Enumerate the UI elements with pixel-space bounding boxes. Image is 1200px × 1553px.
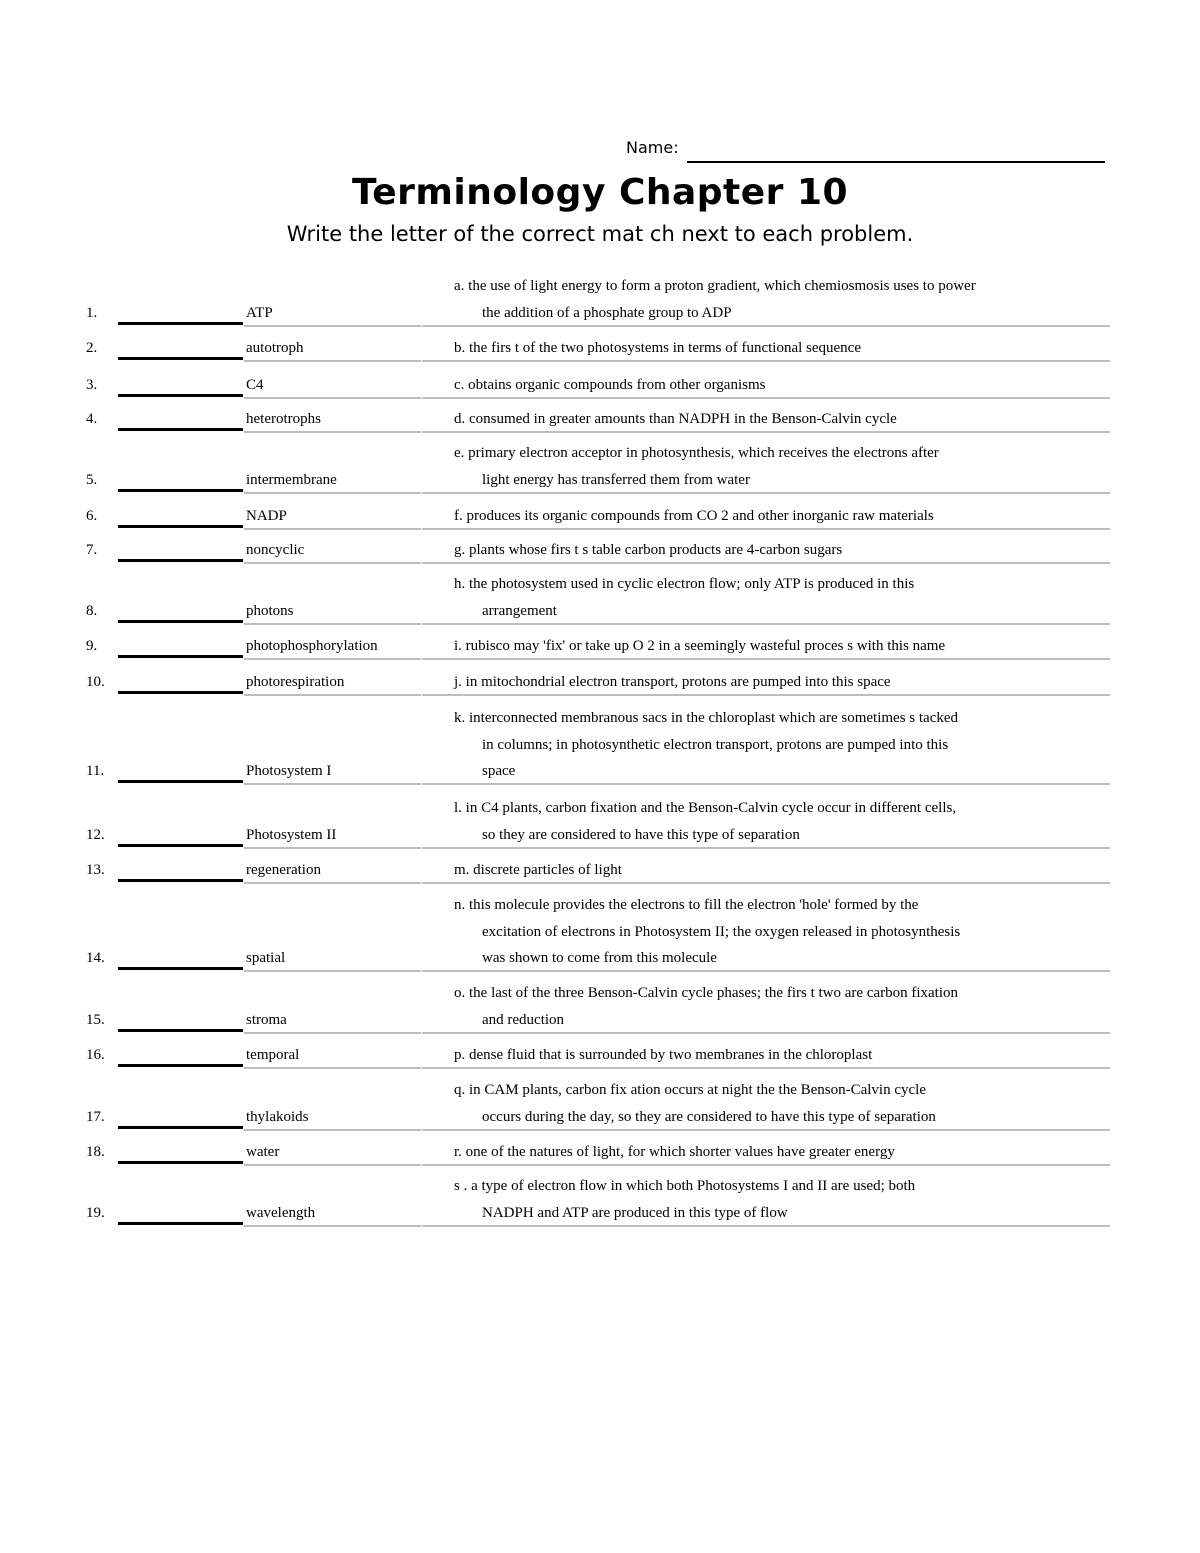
question-number: 10. <box>86 674 105 690</box>
table-row <box>86 571 1110 630</box>
answer-blank[interactable] <box>118 620 243 623</box>
term-rule <box>244 783 421 785</box>
table-row <box>86 669 1110 702</box>
definition <box>454 406 1104 433</box>
definition-line: excitation of electrons in Photosystem II; the oxygen released in photosynthesis <box>482 923 961 940</box>
definition-rule <box>422 1129 1110 1131</box>
definition-rule <box>422 1067 1110 1069</box>
table-row <box>86 1173 1110 1232</box>
question-number: 1. <box>86 304 98 321</box>
answer-blank[interactable] <box>118 1222 243 1225</box>
term-rule <box>244 882 421 884</box>
term-rule <box>244 528 421 530</box>
definition-line: i. rubisco may 'fix' or take up O 2 in a seemingly wasteful proces s with this name <box>454 638 946 654</box>
definition-rule <box>422 847 1110 849</box>
definition <box>454 537 1104 564</box>
answer-blank[interactable] <box>118 655 243 658</box>
term-rule <box>244 562 421 564</box>
question-number: 9. <box>86 638 98 654</box>
question-number: 8. <box>86 602 98 619</box>
term: ATP <box>246 304 273 321</box>
name-field <box>626 138 1105 157</box>
term-rule <box>244 360 421 362</box>
question-number: 6. <box>86 508 98 524</box>
table-row <box>86 633 1110 666</box>
table-row <box>86 980 1110 1039</box>
definition-rule <box>422 492 1110 494</box>
question-number: 13. <box>86 862 105 878</box>
definition-rule <box>422 397 1110 399</box>
term: Photosystem II <box>246 826 337 843</box>
question-number: 4. <box>86 411 98 427</box>
definition-rule <box>422 783 1110 785</box>
answer-blank[interactable] <box>118 1161 243 1164</box>
definition-rule <box>422 970 1110 972</box>
definition <box>454 892 1104 972</box>
definition-rule <box>422 623 1110 625</box>
definition-line: h. the photosystem used in cyclic electron flow; only ATP is produced in this <box>454 576 915 592</box>
answer-blank[interactable] <box>118 357 243 360</box>
question-number: 17. <box>86 1108 105 1125</box>
term: stroma <box>246 1011 287 1028</box>
term-rule <box>244 1129 421 1131</box>
term-rule <box>244 1067 421 1069</box>
definition <box>454 372 1104 399</box>
answer-blank[interactable] <box>118 1064 243 1067</box>
answer-blank[interactable] <box>118 394 243 397</box>
term: photons <box>246 602 294 619</box>
definition-rule <box>422 360 1110 362</box>
definition-line: and reduction <box>482 1011 565 1028</box>
term-rule <box>244 397 421 399</box>
definition <box>454 795 1104 848</box>
table-row <box>86 1042 1110 1075</box>
answer-blank[interactable] <box>118 967 243 970</box>
definition-rule <box>422 882 1110 884</box>
definition <box>454 503 1104 530</box>
page-title: Terminology Chapter 10 <box>351 172 849 213</box>
term: photophosphorylation <box>246 638 378 654</box>
definition-line: in columns; in photosynthetic electron transport, protons are pumped into this <box>482 736 949 753</box>
definition <box>454 1173 1104 1226</box>
term-rule <box>244 325 421 327</box>
term-rule <box>244 1032 421 1034</box>
definition-line: c. obtains organic compounds from other organisms <box>454 377 766 393</box>
definition-line: b. the firs t of the two photosystems in terms of functional sequence <box>454 340 861 356</box>
definition-rule <box>422 562 1110 564</box>
term: C4 <box>246 377 264 393</box>
table-row <box>86 440 1110 499</box>
answer-blank[interactable] <box>118 780 243 783</box>
definition-rule <box>422 658 1110 660</box>
definition-line: r. one of the natures of light, for which shorter values have greater energy <box>454 1144 895 1160</box>
definition <box>454 1077 1104 1130</box>
term: Photosystem I <box>246 763 332 779</box>
definition-line: k. interconnected membranous sacs in the chloroplast which are sometimes s tacked <box>454 710 959 726</box>
answer-blank[interactable] <box>118 559 243 562</box>
table-row <box>86 537 1110 570</box>
table-row <box>86 406 1110 439</box>
term: water <box>246 1144 280 1160</box>
question-number: 2. <box>86 340 98 356</box>
definition <box>454 633 1104 660</box>
answer-blank[interactable] <box>118 428 243 431</box>
term: spatial <box>246 950 286 966</box>
question-number: 7. <box>86 542 98 558</box>
question-number: 14. <box>86 950 105 966</box>
term: intermembrane <box>246 471 337 488</box>
term: wavelength <box>246 1204 316 1221</box>
table-row <box>86 892 1110 978</box>
question-number: 11. <box>86 763 105 779</box>
definition <box>454 669 1104 696</box>
term: noncyclic <box>246 542 305 558</box>
definition-line: e. primary electron acceptor in photosynthesis, which receives the electrons after <box>454 445 939 461</box>
term: heterotrophs <box>246 411 321 427</box>
answer-blank[interactable] <box>118 525 243 528</box>
table-row <box>86 503 1110 536</box>
question-number: 12. <box>86 826 105 843</box>
term-rule <box>244 623 421 625</box>
answer-blank[interactable] <box>118 1126 243 1129</box>
definition-line: q. in CAM plants, carbon fix ation occurs at night the the Benson-Calvin cycle <box>454 1082 926 1098</box>
answer-blank[interactable] <box>118 1029 243 1032</box>
definition-line: o. the last of the three Benson-Calvin cycle phases; the firs t two are carbon fixation <box>454 985 959 1001</box>
definition <box>454 705 1104 785</box>
instructions: Write the letter of the correct mat ch next to each problem. <box>286 222 914 246</box>
definition-line: a. the use of light energy to form a proton gradient, which chemiosmosis uses to power <box>454 278 976 294</box>
term-rule <box>244 1164 421 1166</box>
question-number: 3. <box>86 377 98 393</box>
answer-blank[interactable] <box>118 879 243 882</box>
definition-line: arrangement <box>482 602 557 619</box>
definition <box>454 335 1104 362</box>
definition-line: NADPH and ATP are produced in this type of flow <box>482 1204 788 1221</box>
definition-line: l. in C4 plants, carbon fixation and the Benson-Calvin cycle occur in different cells, <box>454 800 957 816</box>
term: thylakoids <box>246 1108 309 1125</box>
question-number: 18. <box>86 1144 105 1160</box>
table-row <box>86 1077 1110 1136</box>
definition-line: m. discrete particles of light <box>454 862 622 878</box>
definition-rule <box>422 1164 1110 1166</box>
definition-rule <box>422 694 1110 696</box>
table-row <box>86 372 1110 405</box>
definition-rule <box>422 1032 1110 1034</box>
definition-line: so they are considered to have this type of separation <box>482 826 800 843</box>
term-rule <box>244 431 421 433</box>
term: photorespiration <box>246 674 345 690</box>
term-rule <box>244 1225 421 1227</box>
definition <box>454 1042 1104 1069</box>
definition-line: d. consumed in greater amounts than NADPH in the Benson-Calvin cycle <box>454 411 897 427</box>
name-label: Name: <box>626 138 679 157</box>
definition-line: f. produces its organic compounds from CO 2 and other inorganic raw materials <box>454 508 934 524</box>
term: NADP <box>246 508 287 524</box>
table-row <box>86 857 1110 890</box>
term: autotroph <box>246 340 304 356</box>
definition-line: the addition of a phosphate group to ADP <box>482 304 732 321</box>
table-row <box>86 273 1110 332</box>
definition-rule <box>422 431 1110 433</box>
table-row <box>86 705 1110 791</box>
definition-rule <box>422 1225 1110 1227</box>
definition <box>454 273 1104 326</box>
term: temporal <box>246 1047 300 1063</box>
definition-line: space <box>482 763 516 779</box>
term-rule <box>244 694 421 696</box>
definition-line: g. plants whose firs t s table carbon products are 4-carbon sugars <box>454 542 843 558</box>
definition <box>454 857 1104 884</box>
definition <box>454 440 1104 493</box>
answer-blank[interactable] <box>118 322 243 325</box>
table-row <box>86 335 1110 368</box>
definition-line: j. in mitochondrial electron transport, protons are pumped into this space <box>454 674 891 690</box>
definition-line: light energy has transferred them from water <box>482 471 750 488</box>
definition-line: occurs during the day, so they are considered to have this type of separation <box>482 1108 936 1125</box>
definition <box>454 571 1104 624</box>
table-row <box>86 795 1110 854</box>
question-number: 15. <box>86 1011 105 1028</box>
definition-line: s . a type of electron flow in which both Photosystems I and II are used; both <box>454 1178 916 1194</box>
definition-line: n. this molecule provides the electrons to fill the electron 'hole' formed by the <box>454 897 919 913</box>
name-blank-line[interactable] <box>687 161 1105 163</box>
term-rule <box>244 970 421 972</box>
definition <box>454 1139 1104 1166</box>
definition-line: p. dense fluid that is surrounded by two membranes in the chloroplast <box>454 1047 873 1063</box>
term-rule <box>244 658 421 660</box>
question-number: 19. <box>86 1204 105 1221</box>
answer-blank[interactable] <box>118 844 243 847</box>
definition <box>454 980 1104 1033</box>
table-row <box>86 1139 1110 1172</box>
question-number: 16. <box>86 1047 105 1063</box>
definition-line: was shown to come from this molecule <box>482 950 717 966</box>
definition-rule <box>422 528 1110 530</box>
term-rule <box>244 492 421 494</box>
definition-rule <box>422 325 1110 327</box>
question-number: 5. <box>86 471 98 488</box>
term: regeneration <box>246 862 321 878</box>
answer-blank[interactable] <box>118 489 243 492</box>
term-rule <box>244 847 421 849</box>
answer-blank[interactable] <box>118 691 243 694</box>
